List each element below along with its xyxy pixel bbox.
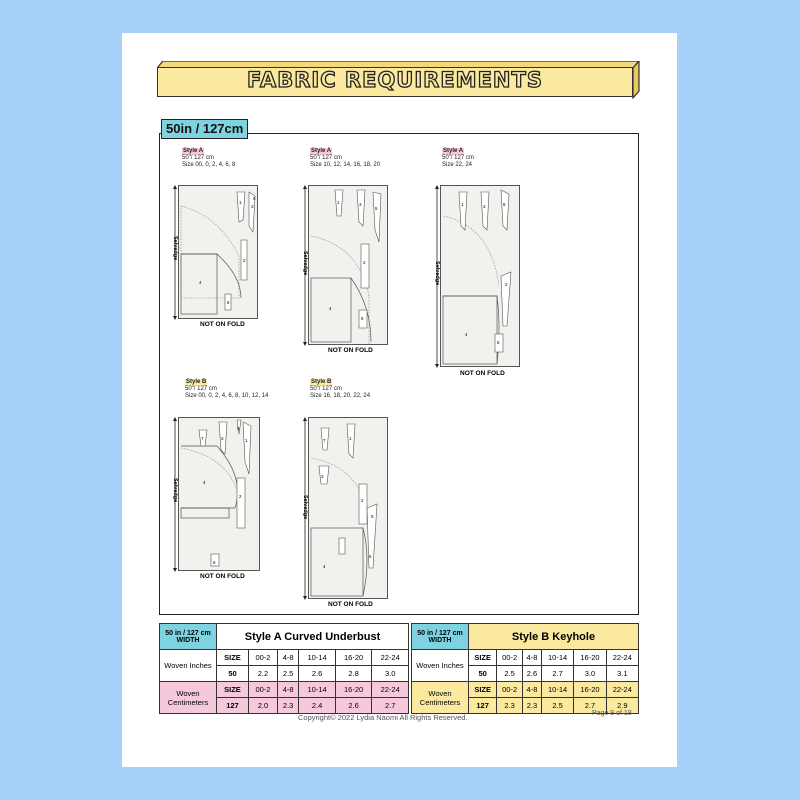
layout-3-caption — [442, 148, 474, 169]
layout-5-pieces — [309, 418, 387, 598]
table-cell: 3.0 — [372, 666, 409, 682]
table-cell: 2.3 — [522, 698, 541, 714]
layout-style-tag: Style A — [311, 148, 332, 154]
table-cell: 4-8 — [277, 682, 298, 698]
fold-label: NOT ON FOLD — [460, 370, 505, 377]
table-cell: 3.1 — [606, 666, 638, 682]
layout-width: 50"/ 127 cm — [442, 155, 474, 161]
fold-label: NOT ON FOLD — [200, 321, 245, 328]
selvedge-label: Selvedge — [302, 251, 308, 276]
selvedge-label: Selvedge — [172, 236, 178, 261]
selvedge-label: Selvedge — [434, 261, 440, 286]
fold-label: NOT ON FOLD — [328, 347, 373, 354]
table-cell: 2.3 — [277, 698, 298, 714]
table-cell: 10-14 — [299, 650, 336, 666]
cutting-layout-1 — [178, 185, 258, 319]
page-number: Page 9 of 18 — [592, 710, 632, 717]
piece-label: 2 — [361, 498, 364, 503]
layout-style-tag: Style B — [186, 379, 207, 385]
piece-label: 2 — [505, 282, 508, 287]
page-title: FABRIC REQUIREMENTS — [247, 68, 543, 92]
piece-label: 7 — [323, 438, 326, 443]
piece-label: 4 — [199, 280, 202, 285]
piece-label: 2 — [239, 494, 242, 499]
piece-label: 5 — [253, 196, 256, 201]
width-value: 50 — [469, 666, 497, 682]
table-cell: 2.5 — [277, 666, 298, 682]
row-group-label: Woven Centimeters — [160, 682, 217, 714]
table-cell: 16-20 — [574, 650, 606, 666]
row-group-label: Woven Inches — [412, 650, 469, 682]
table-cell: 22-24 — [606, 650, 638, 666]
piece-label: 5 — [503, 202, 506, 207]
table-cell: 2.7 — [372, 698, 409, 714]
cutting-layout-5 — [308, 417, 388, 599]
table-cell: 00-2 — [497, 682, 523, 698]
table-cell: 2.5 — [497, 666, 523, 682]
style-b-requirements-table — [411, 623, 639, 714]
layout-sizes: Size 22, 24 — [442, 162, 473, 168]
piece-label: 3 — [483, 204, 486, 209]
piece-label: 4 — [465, 332, 468, 337]
table-cell: 4-8 — [522, 650, 541, 666]
selvedge-label: Selvedge — [172, 478, 178, 503]
table-cell: 2.0 — [248, 698, 277, 714]
size-label: SIZE — [217, 682, 249, 698]
layout-style-tag: Style A — [443, 148, 464, 154]
layout-2-pieces — [309, 186, 387, 344]
layout-sizes: Size 00, 0, 2, 4, 6, 8, 10, 12, 14 — [185, 393, 269, 399]
layout-1-pieces — [179, 186, 257, 318]
layout-style-tag: Style B — [311, 379, 332, 385]
table-cell: 4-8 — [522, 682, 541, 698]
table-cell: 16-20 — [335, 650, 372, 666]
piece-label: 6 — [227, 300, 230, 305]
piece-label: 3 — [221, 436, 224, 441]
table-cell: 16-20 — [335, 682, 372, 698]
cutting-layout-4 — [178, 417, 260, 571]
selvedge-label: Selvedge — [302, 495, 308, 520]
piece-label: 1 — [239, 200, 242, 205]
piece-label: 2 — [243, 258, 246, 263]
piece-label: 4 — [329, 306, 332, 311]
table-cell: 2.6 — [299, 666, 336, 682]
piece-label: 3 — [251, 204, 254, 209]
layout-5-caption — [310, 379, 370, 400]
piece-label: 6 — [497, 340, 500, 345]
fold-label: NOT ON FOLD — [328, 601, 373, 608]
layout-1-caption — [182, 148, 235, 169]
row-group-label: Woven Centimeters — [412, 682, 469, 714]
piece-label: 1 — [337, 200, 340, 205]
piece-label: 5 — [375, 206, 378, 211]
table-cell: 2.7 — [574, 698, 606, 714]
piece-label: 7 — [201, 436, 204, 441]
piece-label: 3 — [359, 202, 362, 207]
table-cell: 2.3 — [497, 698, 523, 714]
piece-label: 4 — [323, 564, 326, 569]
piece-label: 1 — [461, 202, 464, 207]
piece-label: 5 — [237, 426, 240, 431]
table-cell: 2.4 — [299, 698, 336, 714]
table-cell: 2.8 — [335, 666, 372, 682]
table-cell: 2.9 — [606, 698, 638, 714]
pattern-page — [122, 33, 677, 767]
row-group-label: Woven Inches — [160, 650, 217, 682]
table-cell: 00-2 — [248, 650, 277, 666]
copyright-text: Copyright© 2022 Lydia Naomi All Rights Reserved. — [298, 713, 468, 722]
table-cell: 22-24 — [372, 682, 409, 698]
piece-label: 6 — [361, 316, 364, 321]
table-cell: 2.6 — [335, 698, 372, 714]
table-cell: 2.2 — [248, 666, 277, 682]
table-cell: 2.7 — [541, 666, 573, 682]
title-banner — [157, 61, 637, 99]
layout-width: 50"/ 127 cm — [310, 155, 342, 161]
table-title: Style A Curved Underbust — [217, 624, 409, 650]
layout-sizes: Size 10, 12, 14, 16, 18, 20 — [310, 162, 381, 168]
width-value: 127 — [469, 698, 497, 714]
table-width-header: 50 in / 127 cm WIDTH — [160, 624, 217, 650]
piece-label: 6 — [213, 560, 216, 565]
layout-width: 50"/ 127 cm — [185, 386, 217, 392]
size-label: SIZE — [217, 650, 249, 666]
table-cell: 00-2 — [497, 650, 523, 666]
cutting-layout-3 — [440, 185, 520, 367]
fold-label: NOT ON FOLD — [200, 573, 245, 580]
table-cell: 22-24 — [606, 682, 638, 698]
table-cell: 10-14 — [541, 650, 573, 666]
table-cell: 3.0 — [574, 666, 606, 682]
table-cell: 22-24 — [372, 650, 409, 666]
table-cell: 4-8 — [277, 650, 298, 666]
piece-label: 3 — [321, 474, 324, 479]
layout-4-caption — [185, 379, 268, 400]
size-label: SIZE — [469, 650, 497, 666]
width-value: 127 — [217, 698, 249, 714]
layout-2-caption — [310, 148, 380, 169]
table-cell: 16-20 — [574, 682, 606, 698]
piece-label: 1 — [245, 438, 248, 443]
layout-width: 50"/ 127 cm — [310, 386, 342, 392]
piece-label: 5 — [371, 514, 374, 519]
piece-label: 6 — [369, 554, 372, 559]
piece-label: 4 — [203, 480, 206, 485]
layout-sizes: Size 00, 0, 2, 4, 6, 8 — [182, 162, 236, 168]
layout-style-tag: Style A — [183, 148, 204, 154]
table-title: Style B Keyhole — [469, 624, 639, 650]
piece-label: 1 — [349, 436, 352, 441]
table-cell: 00-2 — [248, 682, 277, 698]
width-value: 50 — [217, 666, 249, 682]
size-label: SIZE — [469, 682, 497, 698]
table-cell: 2.5 — [541, 698, 573, 714]
layout-3-pieces — [441, 186, 519, 366]
style-a-requirements-table — [159, 623, 409, 714]
table-cell: 2.6 — [522, 666, 541, 682]
table-width-header: 50 in / 127 cm WIDTH — [412, 624, 469, 650]
table-cell: 10-14 — [541, 682, 573, 698]
piece-label: 2 — [363, 260, 366, 265]
layout-sizes: Size 16, 18, 20, 22, 24 — [310, 393, 371, 399]
width-tag: 50in / 127cm — [161, 119, 248, 139]
table-cell: 10-14 — [299, 682, 336, 698]
cutting-layout-2 — [308, 185, 388, 345]
layout-width: 50"/ 127 cm — [182, 155, 214, 161]
layout-4-pieces — [179, 418, 259, 570]
